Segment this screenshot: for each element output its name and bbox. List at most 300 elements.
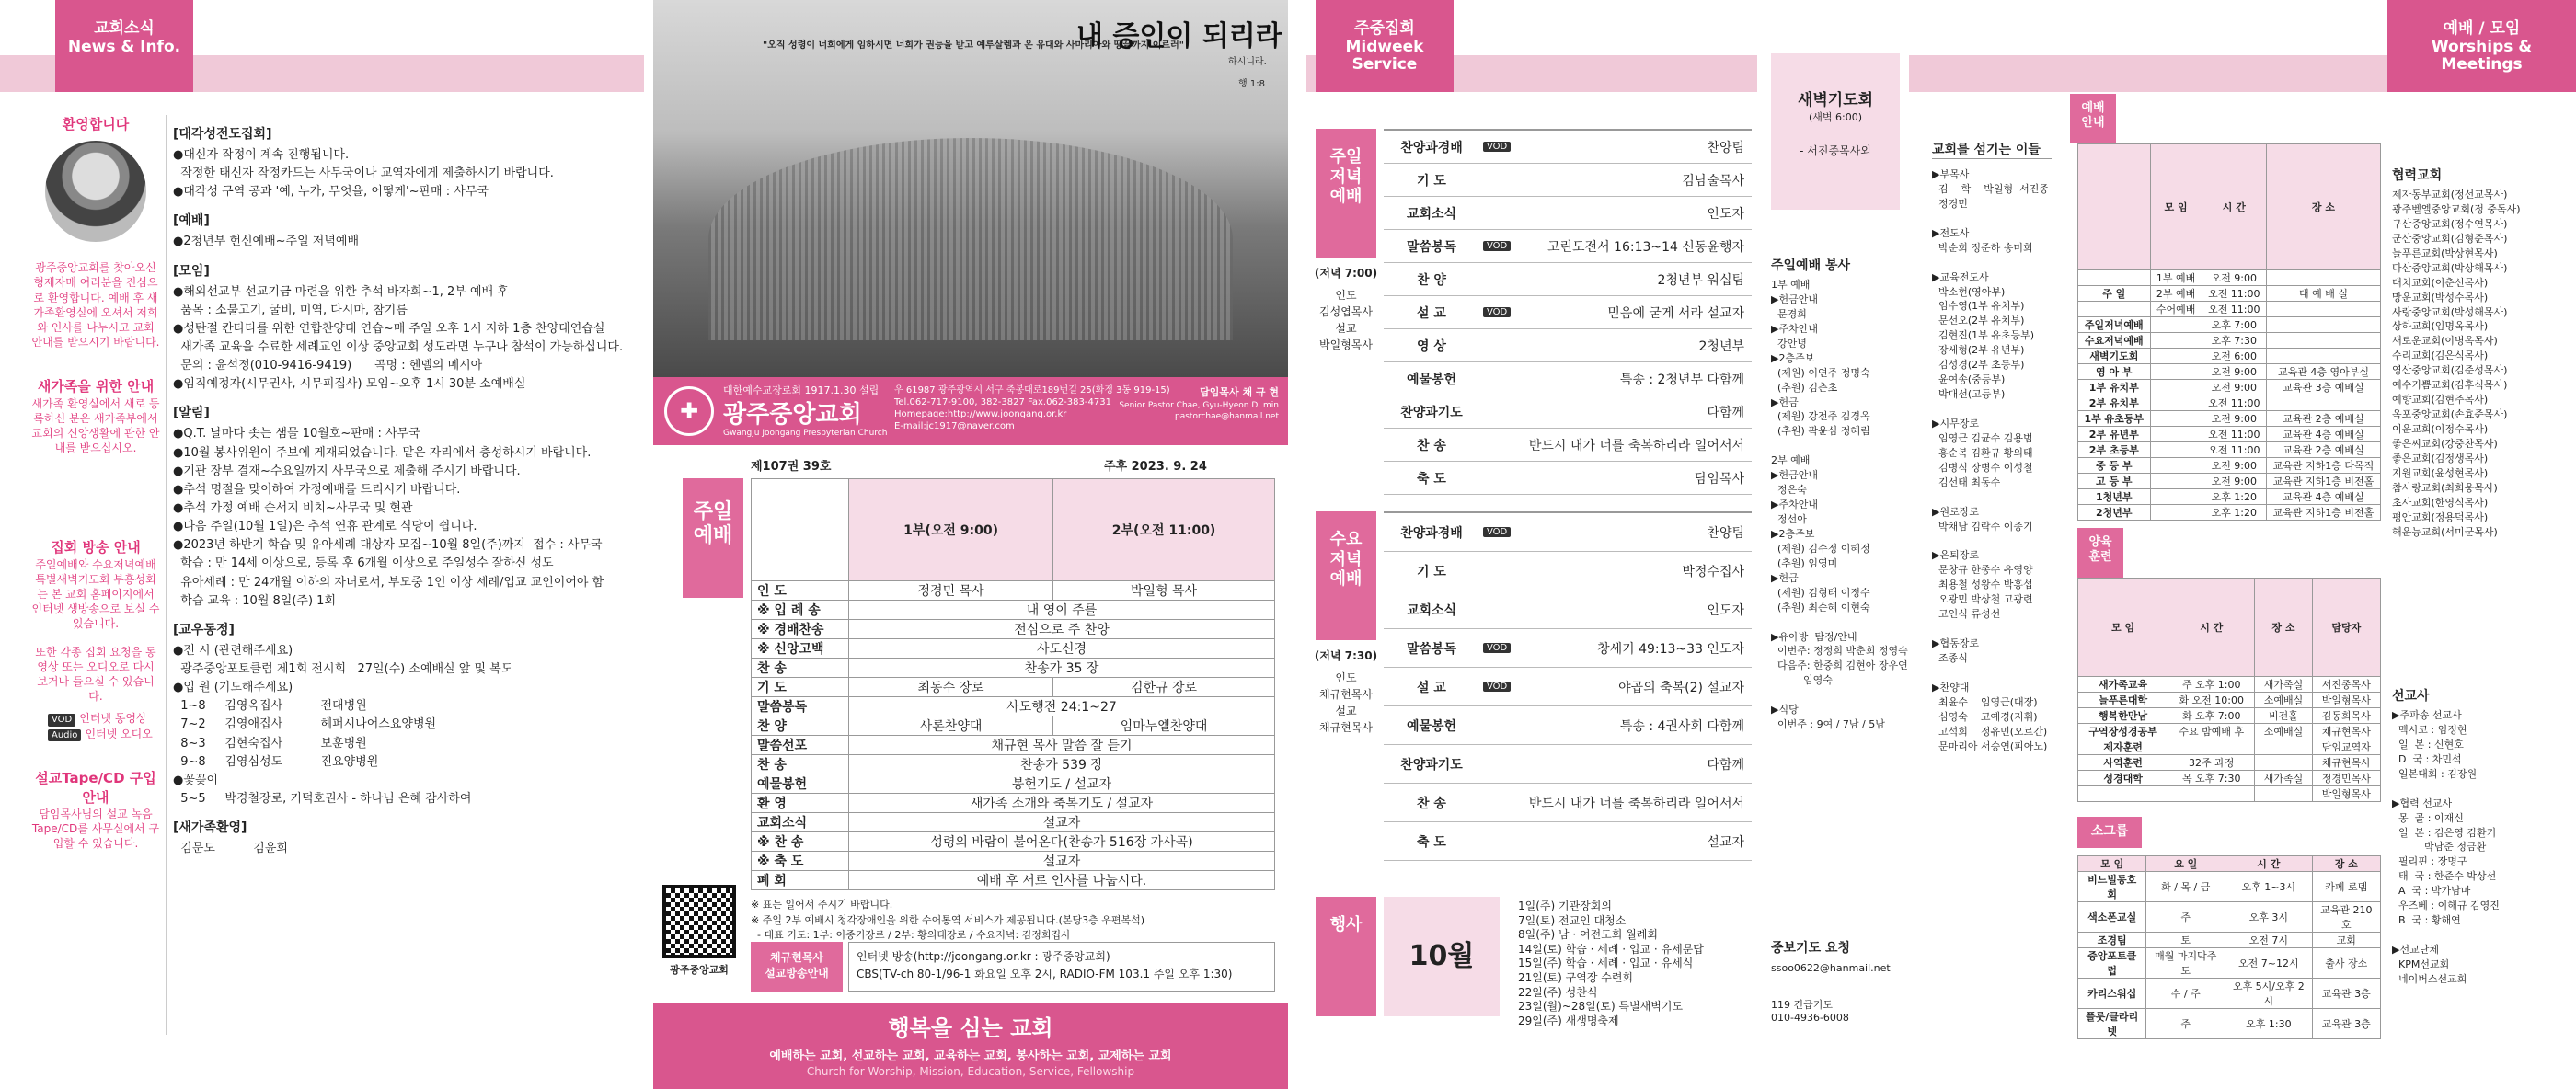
coop-church: 수리교회(김은식목사) <box>2392 350 2489 362</box>
table-cell <box>2150 395 2202 411</box>
service-note: - 대표 기도: 1부: 이종기장로 / 2부: 황의태장로 / 수요저녁: 김정희집사 <box>751 929 1071 941</box>
table-header <box>2078 579 2381 677</box>
pastor: 담임목사 채 규 현 <box>1200 386 1279 398</box>
service-item: 찬양과경배 <box>1400 140 1463 155</box>
table-cell: 오전 9:00 <box>2202 364 2266 380</box>
order-row <box>752 620 1275 639</box>
table-cell: 중 등 부 <box>2078 458 2151 474</box>
order-label: ※ 축 도 <box>752 852 849 871</box>
slogan-en: Church for Worship, Mission, Education, Service, Fellowship <box>806 1065 1135 1078</box>
event-item: 21일(토) 구역장 수련회 <box>1518 970 1633 984</box>
order-value: 채규현 목사 말씀 잘 듣기 <box>849 736 1275 755</box>
service-value: 믿음에 굳게 서라 설교자 <box>1607 305 1744 321</box>
coop-church: 사랑중앙교회(박성해목사) <box>2392 305 2508 318</box>
issue-number: 제107권 39호 <box>751 460 832 474</box>
table-cell: 화 / 목 / 금 <box>2146 872 2225 902</box>
missionary-list: ▶주파송 선교사 멕시코 : 임정현 일 본 : 신현호 D 국 : 차민석 일본대회 : 김장원 ▶협력 선교사 몽 골 : 이재신 일 본 : 김은영 김환기 박남준 정금환 필리핀 : 장명구 태 국 : 한준수 박상선 A 국 : 박가남마 우즈베 : 이해규 김영진 B 국 : 황해연 ▶선교단체 KPM선교회 네이버스선교회 <box>2392 709 2500 985</box>
service-value: 인도자 <box>1707 602 1744 618</box>
table-row <box>2078 739 2381 755</box>
order-label: 찬 양 <box>752 716 849 736</box>
email[interactable]: E-mail:jc1917@naver.com <box>894 421 1015 431</box>
service-row <box>1384 296 1752 329</box>
service-item: 예물봉헌 <box>1406 372 1457 387</box>
service-value: 다함께 <box>1707 757 1744 773</box>
table-row <box>2078 1009 2381 1039</box>
service-row <box>1384 263 1752 296</box>
service-row <box>1384 784 1752 822</box>
evening-leader: 인도 김성엽목사 설교 박일형목사 <box>1319 289 1373 351</box>
order-label: 말씀선포 <box>752 736 849 755</box>
news-line: ●성탄절 칸타타를 위한 연합찬양대 연습~매 주일 오후 1시 지하 1층 찬양대연습실 <box>173 321 605 336</box>
table-cell: 오전 9:00 <box>2202 270 2266 286</box>
table-cell: 새가족교육 <box>2078 677 2168 693</box>
order-value: 설교자 <box>849 813 1275 832</box>
event-item: 14일(토) 학습 · 세례 · 입교 · 유세문답 <box>1518 942 1704 956</box>
table-row <box>2078 380 2381 395</box>
prayer-mail[interactable]: ssoo0622@hanmail.net <box>1771 962 1891 974</box>
news-line: ●대각성 구역 공과 '예, 누가, 무엇을, 어떻게'~판매 : 사무국 <box>173 185 489 200</box>
table-cell: 교육관 지하1층 비전홀 <box>2266 474 2380 489</box>
service-item: 기 도 <box>1417 173 1446 189</box>
slogan-sub: 예배하는 교회, 선교하는 교회, 교육하는 교회, 봉사하는 교회, 교제하는 교회 <box>769 1049 1172 1063</box>
table-cell: 교육관 4층 예배실 <box>2266 489 2380 505</box>
vod-icon: VOD <box>1483 527 1511 537</box>
issue-date: 주후 2023. 9. 24 <box>1104 460 1207 474</box>
order-value: 봉헌기도 / 설교자 <box>849 774 1275 794</box>
qr-code[interactable] <box>662 885 736 958</box>
divider <box>166 115 167 1035</box>
table-cell: 2부 유치부 <box>2078 395 2151 411</box>
table-row <box>2078 489 2381 505</box>
servants-list: ▶부목사 김 학 박일형 서진종 정경민 ▶전도사 박순희 정준하 송미희 ▶교육전도사 박소현(영아부) 임수영(1부 유치부) 문선오(2부 유치부) 김현진(1부 유초등부) 장세형(2부 유년부) 김성경(2부 초등부) 윤여송(중등부) 박대선(고등부) ▶시무장로 임영근 김균수 김용범 홍순복 김환규 황의태 김병식 장병수 이성철 김선태 최동수 ▶원로장로 박채남 김락수 이종기 ▶은퇴장로 문창규 한종수 유영양 최용철 성왕수 박홍섭 오광민 박상철 고광련 고인식 류성선 ▶협동장로 조종식 ▶찬양대 최윤수 임영근(대장) 심영숙 고예경(지휘) 고석희 정유민(오르간) 문마리아 서승연(피아노) <box>1932 168 2049 752</box>
order-value: 찬송가 539 장 <box>849 755 1275 774</box>
table-cell: 카리스워십 <box>2078 979 2146 1009</box>
service-notes <box>751 898 1275 944</box>
pastor-photo <box>45 141 146 242</box>
order-row <box>752 736 1275 755</box>
table-cell: 박일형목사 <box>2312 786 2380 802</box>
service-item: 말씀봉독 <box>1406 641 1457 657</box>
order-value: 사도행전 24:1~27 <box>849 697 1275 716</box>
table-cell: 김동희목사 <box>2312 708 2380 724</box>
service-row <box>1384 197 1752 230</box>
news-line: ●해외선교부 선교기금 마련을 위한 추석 바자회~1, 2부 예배 후 <box>173 284 509 299</box>
service-row <box>1384 745 1752 784</box>
table-cell: 고 등 부 <box>2078 474 2151 489</box>
table-cell <box>2150 505 2202 521</box>
table-cell: 교육관 지하1층 다목적 <box>2266 458 2380 474</box>
service-row <box>1384 230 1752 263</box>
table-row <box>2078 458 2381 474</box>
news-line: ●10월 봉사위원이 주보에 게재되었습니다. 맡은 자리에서 충성하시기 바랍니다. <box>173 445 592 460</box>
service-row <box>1384 462 1752 495</box>
news-heading: [교우동정] <box>173 622 235 637</box>
order-label: 인 도 <box>752 581 849 601</box>
worship-guide-tab: 예배 안내 <box>2070 94 2116 143</box>
table-cell: 주 <box>2146 1009 2225 1039</box>
table-cell: 제자훈련 <box>2078 739 2168 755</box>
news-tab: 교회소식 News & Info. <box>55 0 193 92</box>
smallgroup-table <box>2077 855 2381 1037</box>
news-line: 9~8 김영심성도 진요양병원 <box>173 754 379 769</box>
pastor-mail: pastorchae@hanmail.net <box>1175 411 1279 421</box>
coop-church: 상하교회(임명옥목사) <box>2392 320 2489 333</box>
service-item: 찬 송 <box>1417 796 1446 811</box>
address: 우 61987 광주광역시 서구 죽봉대로189번길 25(화정 3동 919-15) <box>894 385 1170 395</box>
news-line: ●입 원 (기도해주세요) <box>173 681 293 695</box>
service-value: 찬양팀 <box>1707 525 1744 541</box>
service-value: 인도자 <box>1707 206 1744 222</box>
worship-table <box>2077 143 2381 521</box>
order-row <box>752 639 1275 659</box>
service-item: 설 교 <box>1417 680 1446 695</box>
table-cell: 오전 11:00 <box>2202 442 2266 458</box>
church-name-en: Gwangju Joongang Presbyterian Church <box>723 429 888 438</box>
wednesday-leader: 인도 채규현목사 설교 채규현목사 <box>1319 671 1373 734</box>
table-row <box>2078 474 2381 489</box>
coop-church: 참사랑교회(최희웅목사) <box>2392 481 2498 494</box>
evening-time: (저녁 7:00) <box>1314 267 1378 280</box>
service-value: 2청년부 워십팀 <box>1657 272 1744 288</box>
service-item: 찬양과경배 <box>1400 525 1463 541</box>
table-cell: 카페 로뎀 <box>2312 872 2380 902</box>
event-item: 1일(주) 기관장회의 <box>1518 900 1612 912</box>
servants-title: 교회를 섬기는 이들 <box>1932 140 2052 159</box>
service-row <box>1384 668 1752 706</box>
table-cell: 오전 11:00 <box>2202 302 2266 317</box>
table-row <box>2078 755 2381 771</box>
coop-church: 예수기쁨교회(김후식목사) <box>2392 379 2508 392</box>
coop-church: 군산중앙교회(김형준목사) <box>2392 232 2508 245</box>
verse-ref: 행 1:8 <box>1238 79 1265 89</box>
coop-church: 옥포중앙교회(손효준목사) <box>2392 408 2508 421</box>
table-cell: 수어예배 <box>2150 302 2202 317</box>
order-row <box>752 755 1275 774</box>
table-row <box>2078 427 2381 442</box>
coop-church: 늘푸른교회(박상현목사) <box>2392 246 2498 259</box>
service-row <box>1384 552 1752 590</box>
order-label: 교회소식 <box>752 813 849 832</box>
pastor-en: Senior Pastor Chae, Gyu-Hyeon D. min <box>1119 400 1279 410</box>
table-row <box>2078 286 2381 302</box>
table-cell <box>2168 786 2255 802</box>
table-cell: 교회 <box>2312 933 2380 948</box>
table-cell <box>2150 364 2202 380</box>
table-cell <box>2078 302 2151 317</box>
table-cell: 오후 5시/오후 2시 <box>2225 979 2312 1009</box>
service-row <box>1384 822 1752 861</box>
table-cell <box>2150 411 2202 427</box>
table-cell <box>2266 395 2380 411</box>
qr-label: 광주중앙교회 <box>670 964 729 976</box>
table-cell: 출사 장소 <box>2312 948 2380 979</box>
service-value: 고린도전서 16:13~14 신동윤행자 <box>1547 239 1744 255</box>
service-item: 기 도 <box>1417 564 1446 579</box>
service-note: ※ 표는 일어서 주시기 바랍니다. <box>751 899 893 911</box>
news-line: 1~8 김영옥집사 전대병원 <box>173 699 367 714</box>
table-row <box>2078 349 2381 364</box>
events-list <box>1518 900 1748 1028</box>
order-row <box>752 852 1275 871</box>
news-heading: [대각성전도집회] <box>173 127 272 142</box>
table-cell: 비느빌동호회 <box>2078 872 2146 902</box>
service-row <box>1384 329 1752 362</box>
news-line: ●기관 장부 결재~수요일까지 사무국으로 제출해 주시기 바랍니다. <box>173 464 521 478</box>
vod-icon: VOD <box>1483 142 1511 152</box>
service-item: 교회소식 <box>1406 602 1457 618</box>
coop-church: 예향교회(김현주목사) <box>2392 394 2489 407</box>
header-cell: 모 임 <box>2078 579 2168 677</box>
event-item: 23일(월)~28일(토) 특별새벽기도 <box>1518 1000 1684 1014</box>
order-label: ※ 찬 송 <box>752 832 849 852</box>
service-row <box>1384 513 1752 552</box>
table-cell <box>2150 349 2202 364</box>
service-item: 설 교 <box>1417 305 1446 321</box>
tel: Tel.062-717-9100, 382-3827 Fax.062-383-4731 <box>894 397 1111 407</box>
news-line: 학습 교육 : 10월 8일(주) 1회 <box>173 593 336 608</box>
table-cell: 32주 과정 <box>2168 755 2255 771</box>
table-cell <box>2150 427 2202 442</box>
table-cell <box>2266 333 2380 349</box>
header-cell: 장 소 <box>2312 856 2380 872</box>
service-row <box>1384 395 1752 429</box>
news-line: 김문도 김윤희 <box>173 842 288 856</box>
service-value: 반드시 내가 너를 축복하리라 일어서서 <box>1528 438 1744 453</box>
table-row <box>2078 411 2381 427</box>
table-header <box>2078 144 2381 270</box>
table-cell: 교육관 3층 <box>2312 1009 2380 1039</box>
table-cell: 정경민목사 <box>2312 771 2380 786</box>
table-row <box>2078 442 2381 458</box>
coop-church: 제자동부교회(정선교목사) <box>2392 189 2508 201</box>
prayer-title: 중보기도 요청 <box>1771 941 1851 956</box>
vod-icon: VOD <box>1483 643 1511 653</box>
service-item: 찬 양 <box>1417 272 1446 288</box>
table-cell: 교육관 2층 예배실 <box>2266 411 2380 427</box>
order-value-1: 정경민 목사 <box>849 581 1053 601</box>
service-value: 2청년부 <box>1698 338 1744 354</box>
table-cell <box>2266 270 2380 286</box>
event-item: 15일(주) 학습 · 세례 · 입교 · 유세식 <box>1518 957 1694 970</box>
coop-church: 해운능교회(서미군목사) <box>2392 525 2498 538</box>
motto-tail: 하시니라. <box>1228 57 1267 67</box>
table-cell <box>2168 739 2255 755</box>
table-cell <box>2150 474 2202 489</box>
coop-church: 망운교회(박성수목사) <box>2392 291 2489 304</box>
missionary-title: 선교사 <box>2392 689 2430 704</box>
table-cell <box>2150 380 2202 395</box>
coop-title: 협력교회 <box>2392 168 2443 183</box>
wednesday-time: (저녁 7:30) <box>1314 649 1378 662</box>
audio-icon: Audio <box>48 729 81 742</box>
table-cell: 2부 예배 <box>2150 286 2202 302</box>
order-label: 찬 송 <box>752 755 849 774</box>
news-line: 작정한 태신자 작정카드는 사무국이나 교역자에게 제출하시기 바랍니다. <box>173 166 554 181</box>
wednesday-order <box>1384 511 1752 861</box>
tape-text: 담임목사님의 설교 녹음 Tape/CD를 사무실에서 구입할 수 있습니다. <box>31 807 160 851</box>
table-cell: 성경대학 <box>2078 771 2168 786</box>
table-cell <box>2150 333 2202 349</box>
news-line: ●2023년 하반기 학습 및 유아세례 대상자 모집~10월 8일(주)까지 접수 : 사무국 <box>173 538 603 553</box>
order-value: 사도신경 <box>849 639 1275 659</box>
event-item: 22일(주) 성찬식 <box>1518 985 1598 999</box>
serve-list: 1부 예배 ▶헌금안내 문경희 ▶주차안내 강안녕 ▶2층주보 (제원) 이연주 정명숙 (추원) 김춘초 ▶헌금 (제원) 강전주 김경옥 (추원) 곽윤심 정혜림 2부 예배 ▶헌금안내 정은숙 ▶주차안내 정선아 ▶2층주보 (제원) 김수정 이혜정 (추원) 임영미 ▶헌금 (제원) 김형태 이정수 (추원) 최순혜 이현숙 ▶유아방 탐정/안내 이번주: 정정희 박춘희 정영숙 다음주: 한중희 김현아 장우연 임영숙 ▶식당 이번주 : 9여 / 7남 / 5남 <box>1771 279 1908 731</box>
order-row <box>752 678 1275 697</box>
evening-order <box>1384 129 1752 495</box>
internet-broadcast[interactable]: 인터넷 방송(http://joongang.or.kr : 광주중앙교회) <box>857 950 1110 963</box>
table-row <box>2078 693 2381 708</box>
news-line: 7~2 김영애집사 헤퍼시나어스요양병원 <box>173 717 437 732</box>
motto-small: "오직 성령이 너희에게 임하시면 너희가 권능을 받고 예루살렘과 온 유대와 사마리아와 땅끝까지 이르러" <box>763 40 1184 51</box>
order-label: 말씀봉독 <box>752 697 849 716</box>
broadcast-text: 주일예배와 수요저녁예배 특별새벽기도회 부흥성회는 본 교회 홈페이지에서 인터넷 생방송으로 보실 수 있습니다. <box>31 557 160 631</box>
events-tab: 행사 <box>1316 897 1376 1016</box>
events-month: 10월 <box>1384 897 1500 1016</box>
midweek-tab: 주중집회 Midweek Service <box>1316 0 1454 92</box>
order-value: 새가족 소개와 축복기도 / 설교자 <box>849 794 1275 813</box>
table-cell: 사역훈련 <box>2078 755 2168 771</box>
service-item: 찬양과기도 <box>1400 405 1463 420</box>
order-row <box>752 659 1275 678</box>
table-cell: 1부 예배 <box>2150 270 2202 286</box>
news-line: ●꽃꽂이 <box>173 773 219 787</box>
table-cell: 토 <box>2146 933 2225 948</box>
table-cell: 교육관 2층 예배실 <box>2266 442 2380 458</box>
news-line: 새가족 교육을 수료한 세례교인 이상 중앙교회 성도라면 누구나 참석이 가능하십니다. <box>173 339 624 354</box>
table-cell: 1부 유초등부 <box>2078 411 2151 427</box>
vod-icon: VOD <box>1483 307 1511 317</box>
table-cell: 주 일 <box>2078 286 2151 302</box>
col-2: 2부(오전 11:00) <box>1053 479 1275 581</box>
table-cell: 오전 9:00 <box>2202 458 2266 474</box>
dawn-title: 새벽기도회 <box>1797 91 1874 109</box>
news-line: 광주중앙포토클럽 제1회 전시회 27일(수) 소예배실 앞 및 복도 <box>173 661 513 676</box>
header-cell: 요 일 <box>2146 856 2225 872</box>
order-row <box>752 813 1275 832</box>
table-row <box>2078 395 2381 411</box>
order-value: 찬송가 35 장 <box>849 659 1275 678</box>
service-value: 박정수집사 <box>1682 564 1744 579</box>
table-row <box>2078 771 2381 786</box>
coop-list <box>2392 188 2567 540</box>
table-row <box>2078 948 2381 979</box>
table-cell: 주일저녁예배 <box>2078 317 2151 333</box>
header-cell: 시 간 <box>2168 579 2255 677</box>
news-line: ●2청년부 헌신예배~주일 저녁예배 <box>173 235 360 249</box>
order-row <box>752 871 1275 890</box>
news-line: ●대신자 작정이 계속 진행됩니다. <box>173 148 350 162</box>
table-cell: 영 아 부 <box>2078 364 2151 380</box>
training-tab: 양육 훈련 <box>2077 528 2123 578</box>
service-item: 교회소식 <box>1406 206 1457 222</box>
news-line: ●추석 명절을 맞이하여 가정예배를 드리시기 바랍니다. <box>173 482 461 497</box>
news-line: ●전 시 (관련해주세요) <box>173 643 293 658</box>
table-cell: 새벽기도회 <box>2078 349 2151 364</box>
order-value-2: 임마누엘찬양대 <box>1053 716 1275 736</box>
table-cell: 소예배실 <box>2255 693 2312 708</box>
table-cell: 중앙포토클럽 <box>2078 948 2146 979</box>
table-cell <box>2150 442 2202 458</box>
prayer-phone: 119 긴급기도 <box>1771 999 1833 1011</box>
table-cell: 수요 밤예배 후 <box>2168 724 2255 739</box>
table-cell: 오전 7시 <box>2225 933 2312 948</box>
service-value: 담임목사 <box>1694 471 1744 487</box>
table-row <box>2078 333 2381 349</box>
table-cell <box>2255 755 2312 771</box>
prayer-number: 010-4936-6008 <box>1771 1012 1849 1024</box>
table-cell: 교육관 3층 <box>2312 979 2380 1009</box>
coop-church: 좋은교회(김정생목사) <box>2392 452 2489 464</box>
vod-icon: VOD <box>1483 682 1511 692</box>
table-cell: 새가족실 <box>2255 677 2312 693</box>
coop-church: 평안교회(정용덕목사) <box>2392 510 2489 523</box>
table-row <box>2078 364 2381 380</box>
order-row <box>752 697 1275 716</box>
service-item: 축 도 <box>1417 471 1446 487</box>
news-line: 5~5 박경철장로, 기덕호권사 - 하나님 은혜 감사하여 <box>173 791 472 806</box>
news-content <box>173 115 633 858</box>
slogan: 행복을 심는 교회 <box>888 1014 1053 1041</box>
table-cell: 화 오전 10:00 <box>2168 693 2255 708</box>
coop-church: 좋은씨교회(강중찬목사) <box>2392 437 2498 450</box>
table-row <box>2078 933 2381 948</box>
table-cell: 교육관 3층 예배실 <box>2266 380 2380 395</box>
motto-big: 내 증인이 되리라 <box>1076 20 1282 52</box>
slogan-band <box>653 1003 1288 1089</box>
vod-icon: VOD <box>1483 241 1511 251</box>
vod-label: 인터넷 동영상 <box>79 712 147 726</box>
table-cell: 오후 1:20 <box>2202 489 2266 505</box>
table-cell: 교육관 지하1층 비전홀 <box>2266 505 2380 521</box>
order-label: ※ 경배찬송 <box>752 620 849 639</box>
service-value: 설교자 <box>1707 834 1744 850</box>
sunday-tab: 주일 예배 <box>683 478 743 598</box>
homepage-link[interactable]: Homepage:http://www.joongang.or.kr <box>894 409 1067 419</box>
service-value: 다함께 <box>1707 405 1744 420</box>
table-cell <box>2255 786 2312 802</box>
broadcast-box: 채규현목사 설교방송안내 <box>751 942 843 992</box>
news-line: 학습 : 만 14세 이상으로, 등록 후 6개월 이상으로 주일성수 잘하신 성도 <box>173 556 554 571</box>
table-row <box>2078 724 2381 739</box>
table-cell: 교육관 4층 영아부실 <box>2266 364 2380 380</box>
order-label: ※ 신앙고백 <box>752 639 849 659</box>
table-cell: 교육관 4층 예배실 <box>2266 427 2380 442</box>
table-cell: 오후 3시 <box>2225 902 2312 933</box>
news-line: ●임직예정자(시무권사, 시무피집사) 모임~오후 1시 30분 소예배실 <box>173 377 526 392</box>
event-item: 7일(토) 전교인 대청소 <box>1518 913 1627 927</box>
event-item: 29일(주) 새생명축제 <box>1518 1014 1619 1027</box>
event-item: 8일(주) 남 · 여전도회 월례회 <box>1518 928 1658 942</box>
table-cell: 주 <box>2146 902 2225 933</box>
order-row <box>752 832 1275 852</box>
table-cell: 2청년부 <box>2078 505 2151 521</box>
table-row <box>2078 505 2381 521</box>
order-value-1: 사론찬양대 <box>849 716 1053 736</box>
news-heading: [새가족환영] <box>173 820 247 836</box>
cover <box>653 0 1288 1089</box>
table-header <box>2078 856 2381 872</box>
service-item: 축 도 <box>1417 834 1446 850</box>
service-item: 찬 송 <box>1417 438 1446 453</box>
table-row <box>2078 270 2381 286</box>
table-row <box>2078 786 2381 802</box>
service-item: 말씀봉독 <box>1406 239 1457 255</box>
training-table <box>2077 578 2381 802</box>
serve-title: 주일예배 봉사 <box>1771 258 1851 273</box>
table-cell: 2부 유년부 <box>2078 427 2151 442</box>
news-heading: [예배] <box>173 213 210 229</box>
news-line: ●Q.T. 날마다 솟는 샘물 10월호~판매 : 사무국 <box>173 427 420 441</box>
